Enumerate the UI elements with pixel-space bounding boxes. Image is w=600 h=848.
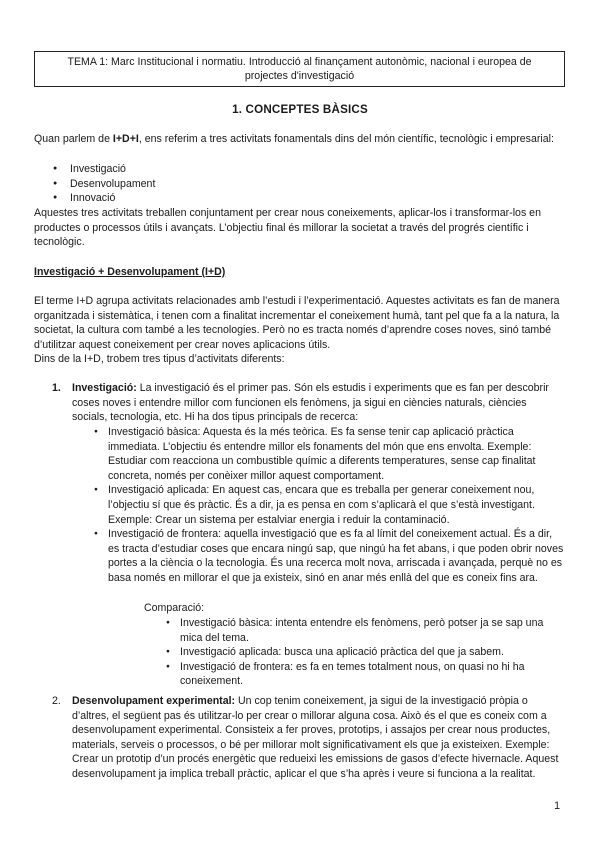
intro-post: , ens referim a tres activitats fonamentals dins del món científic, tecnològic i empresarial: [138,133,554,145]
item-number: 2. [52,695,61,707]
subsection-title-text: Investigació + Desenvolupament (I+D) [34,266,226,278]
item-title: Desenvolupament experimental: [72,695,236,707]
bullet-icon: ● [166,619,170,626]
bullet-icon: ● [94,428,98,435]
bullet-icon: ● [166,648,170,656]
intro-paragraph [34,132,566,147]
subsection-text: El terme I+D agrupa activitats relacionades amb l’estudi i l’experimentació. Aquestes activitats es fan de manera organitzada i sistemàtica, i tenen com a finalitat incrementar el coneixement humà, tant pel que fa a la natura, la societat, la cultura com també a les tecnologies. Però no es tracta només d’aprendre coses noves, sinó també d’utilitzar aquest coneixement per crear noves aplicacions útils. [34,295,560,351]
summary-paragraph: Aquestes tres activitats treballen conjuntament per crear nous coneixements, aplicar-los i transformar-los en productes o processos útils i avançats. L’objectiu final és millorar la societat a través del progrés científic i tecnològic. [34,207,541,249]
list-item-text: Investigació bàsica: intenta entendre els fenòmens, però potser ja se sap una mica del tema. [180,617,544,644]
bullet-icon: ● [94,530,98,538]
section-heading: 1. CONCEPTES BÀSICS [232,103,368,116]
list-item [166,616,564,645]
page-number: 1 [554,800,560,812]
intro-bold-term: I+D+I [112,133,139,145]
item-title: Investigació: [72,382,137,394]
list-item [94,425,564,483]
item-text: La investigació és el primer pas. Són els estudis i experiments que es fan per descobrir coses noves i entendre millor com funcionen els fenòmens, ja sigui en ciències naturals, ciències socials, tecnologia, etc. Hi ha dos tipus principals de recerca: [72,382,549,424]
list-item: ● Desenvolupament [34,177,566,192]
subsection-paragraph [34,294,566,367]
research-types-list [94,425,564,586]
list-item-text: Investigació de frontera: aquella investigació que es fa al límit del coneixement actual. És a dir, es tracta d’estudiar coses que encara ningú sap, que ningú ha fet abans, i que poden obrir noves portes a la ciència o la tecnologia. És una recerca molt nova, arriscada i avançada, perquè no es basa només en millorar el que ja existeix, sinó en anar més enllà del que es coneix fins ara. [108,528,564,584]
list-item [166,645,564,660]
list-item-text: Investigació aplicada: En aquest cas, encara que es treballa per generar coneixement nou, l’objectiu sí que és pràctic. És a dir, ja es pensa en com s’aplicarà el que s’està investigant. Exemple: Crear un sistema per estalviar energia i reduir la contaminació. [108,484,535,526]
list-item [94,483,564,527]
list-item-text: Investigació de frontera: es fa en temes totalment nous, on quasi no hi ha coneixement. [180,660,525,688]
list-item-desenvolupament [52,694,564,782]
topic-title-line-2: projectes d'investigació [244,70,355,83]
comparison-list [166,616,564,689]
intro-pre: Quan parlem de [34,133,113,145]
list-item: ● Innovació [34,191,566,206]
topic-title-line-1: TEMA 1: Marc Institucional i normatiu. Introducció al finançament autonòmic, nacional i europea de [67,56,532,68]
list-item-text: Investigació aplicada: busca una aplicació pràctica del que ja sabem. [180,646,504,659]
subsection-intro-line: Dins de la I+D, trobem tres tipus d’activitats diferents: [34,353,285,366]
activities-list [34,162,566,206]
item-text: Un cop tenim coneixement, ja sigui de la investigació pròpia o d’altres, el següent pas és utilitzar-lo per crear o millorar alguna cosa. Això és el que es coneix com a desenvolupament experimental. Consisteix a fer proves, prototips, i assajos per crear nous productes, materials, serveis o processos, o bé per millorar molt significativament els que ja existeixen. Exemple: Crear un prototip d’un procés energètic que redueixi les emissions de gasos d’efecte hivernacle. Aquest desenvolupament ja implica treball pràctic, aplicar el que s’ha après i veure si funciona a la realitat. [72,695,559,780]
subsection-title [34,265,566,280]
bullet-icon: ● [166,662,170,670]
list-item-investigacio [52,381,564,425]
topic-title-box [34,51,565,87]
bullet-icon: ● [94,486,98,494]
list-item [166,660,564,689]
list-item: ● Investigació [34,162,566,177]
item-number: 1. [52,382,61,394]
list-item-text: Investigació bàsica: Aquesta és la més teòrica. Es fa sense tenir cap aplicació pràctica immediata. L’objectiu és entendre millor els fonaments del món que ens envolta. Exemple: Estudiar com reacciona un combustible químic a diferents temperatures, sense cap finalitat concreta, només per conèixer millor aquest comportament. [108,426,536,482]
list-item [94,527,564,585]
comparison-label: Comparació: [144,602,205,614]
